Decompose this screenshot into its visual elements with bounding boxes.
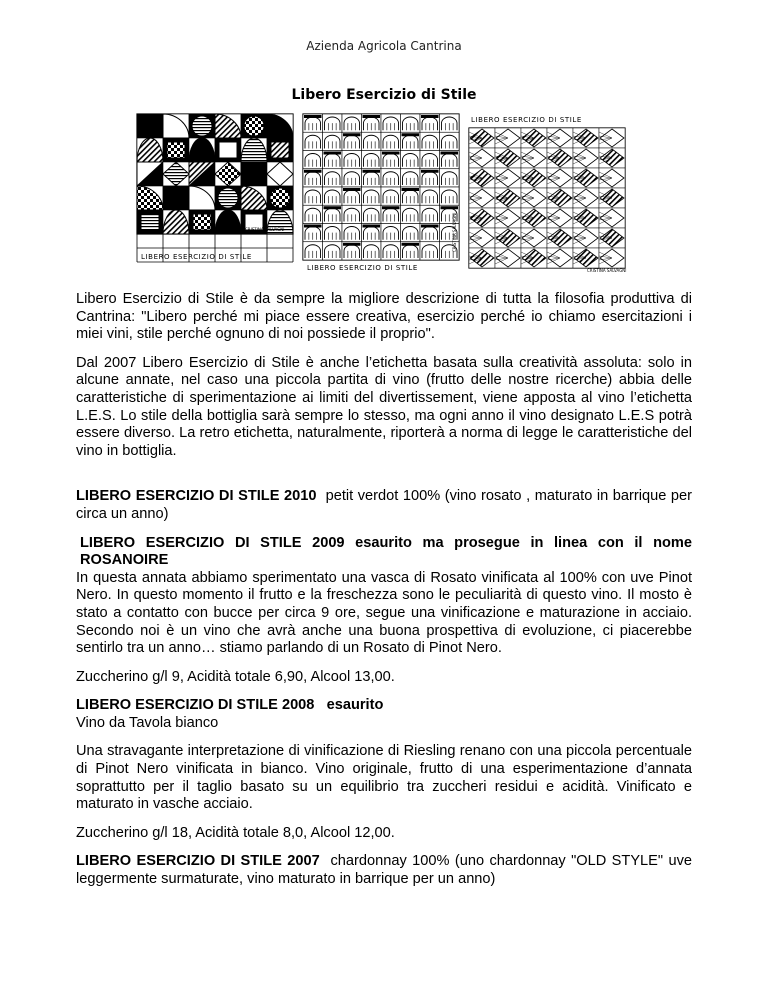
document-title: Libero Esercizio di Stile (291, 87, 477, 103)
specs-2008: Zuccherino g/l 18, Acidità totale 8,0, Alcool 12,00. (76, 824, 395, 841)
status-2008: esaurito (326, 697, 384, 714)
heading-2007: LIBERO ESERCIZIO DI STILE 2007 (76, 853, 320, 870)
panel3-caption: LIBERO ESERCIZIO DI STILE (471, 116, 582, 124)
panel1-signature: CRISTINA SALVAGNI (245, 227, 285, 232)
intro-paragraph-2: Dal 2007 Libero Esercizio di Stile è anche l’etichetta basata sulla creatività assoluta: solo in alcune annate, nel caso una piccola partita di vino (frutto delle nostre ricerche) abbia delle caratteristiche di sperimentazione ai limiti del divertissement, viene apposta al vino l’etichetta L.E.S. Lo stile della bottiglia sarà sempre lo stesso, ma ogni anno il vino designato L.E.S potrà essere diverso. La retro etichetta, naturalmente, riporterà a norma di legge le caratteristiche del vino in bottiglia. (76, 354, 692, 459)
panel1-caption: LIBERO ESERCIZIO DI STILE (141, 253, 252, 261)
heading-2010: LIBERO ESERCIZIO DI STILE 2010 (76, 488, 317, 505)
section-2010 (76, 488, 692, 523)
heading-2008: LIBERO ESERCIZIO DI STILE 2008 (76, 697, 315, 714)
specs-2009: Zuccherino g/l 9, Acidità totale 6,90, Alcool 13,00. (76, 668, 395, 685)
artwork-panel-2 (303, 114, 459, 272)
subtitle-2008: Vino da Tavola bianco (76, 714, 219, 731)
document-body (76, 291, 692, 889)
panel3-signature: CRISTINA SALVAGNI (587, 268, 627, 273)
text-2010: petit verdot 100% (vino rosato , maturato in barrique per circa un anno) (76, 488, 693, 522)
artwork-panel-3 (469, 116, 626, 273)
panel2-caption: LIBERO ESERCIZIO DI STILE (307, 264, 418, 272)
text-2008: Una stravagante interpretazione di vinificazione di Riesling renano con una piccola percentuale di Pinot Nero vinificata in bianco. Vino originale, frutto di una esperimentazione d’annata soprattutto per il taglio basato su un equilibrio tra zuccheri residui e acidità. Vinificato e maturato in vasche acciaio. (76, 743, 692, 813)
intro-paragraph-1: Libero Esercizio di Stile è da sempre la migliore descrizione di tutta la filosofia produttiva di Cantrina: "Libero perché mi piace essere creativa, esercizio perché io chiamo esercitazioni i miei vini, stile perché ognuno di noi possiede il proprio". (76, 291, 692, 343)
text-2007: chardonnay 100% (uno chardonnay "OLD STYLE" uve leggermente surmaturate, vino maturato in barrique per un anno) (76, 853, 692, 888)
section-2008-heading (76, 697, 692, 715)
section-2007 (76, 853, 692, 888)
panel2-side-signature: CRISTINA SALVAGNI (452, 212, 457, 252)
artwork-panel-1 (137, 114, 293, 262)
page-header: Azienda Agricola Cantrina (306, 39, 462, 53)
label-artwork (135, 112, 627, 273)
text-2009: In questa annata abbiamo sperimentato una vasca di Rosato vinificata al 100% con uve Pinot Nero. In questo momento il frutto e la freschezza sono le peculiarità di questo vino. Il mosto è stato a contatto con bucce per circa 9 ore, segue una vinificazione e maturazione in acciaio. Secondo noi è un vino che avrà anche una buona prospettiva di evoluzione, ci piacerebbe sentirlo tra un anno… stiamo parlando di un Rosato di Pinot Nero. (76, 569, 692, 657)
heading-2009: LIBERO ESERCIZIO DI STILE 2009 esaurito ma prosegue in linea con il nome ROSANOIRE (80, 534, 692, 569)
